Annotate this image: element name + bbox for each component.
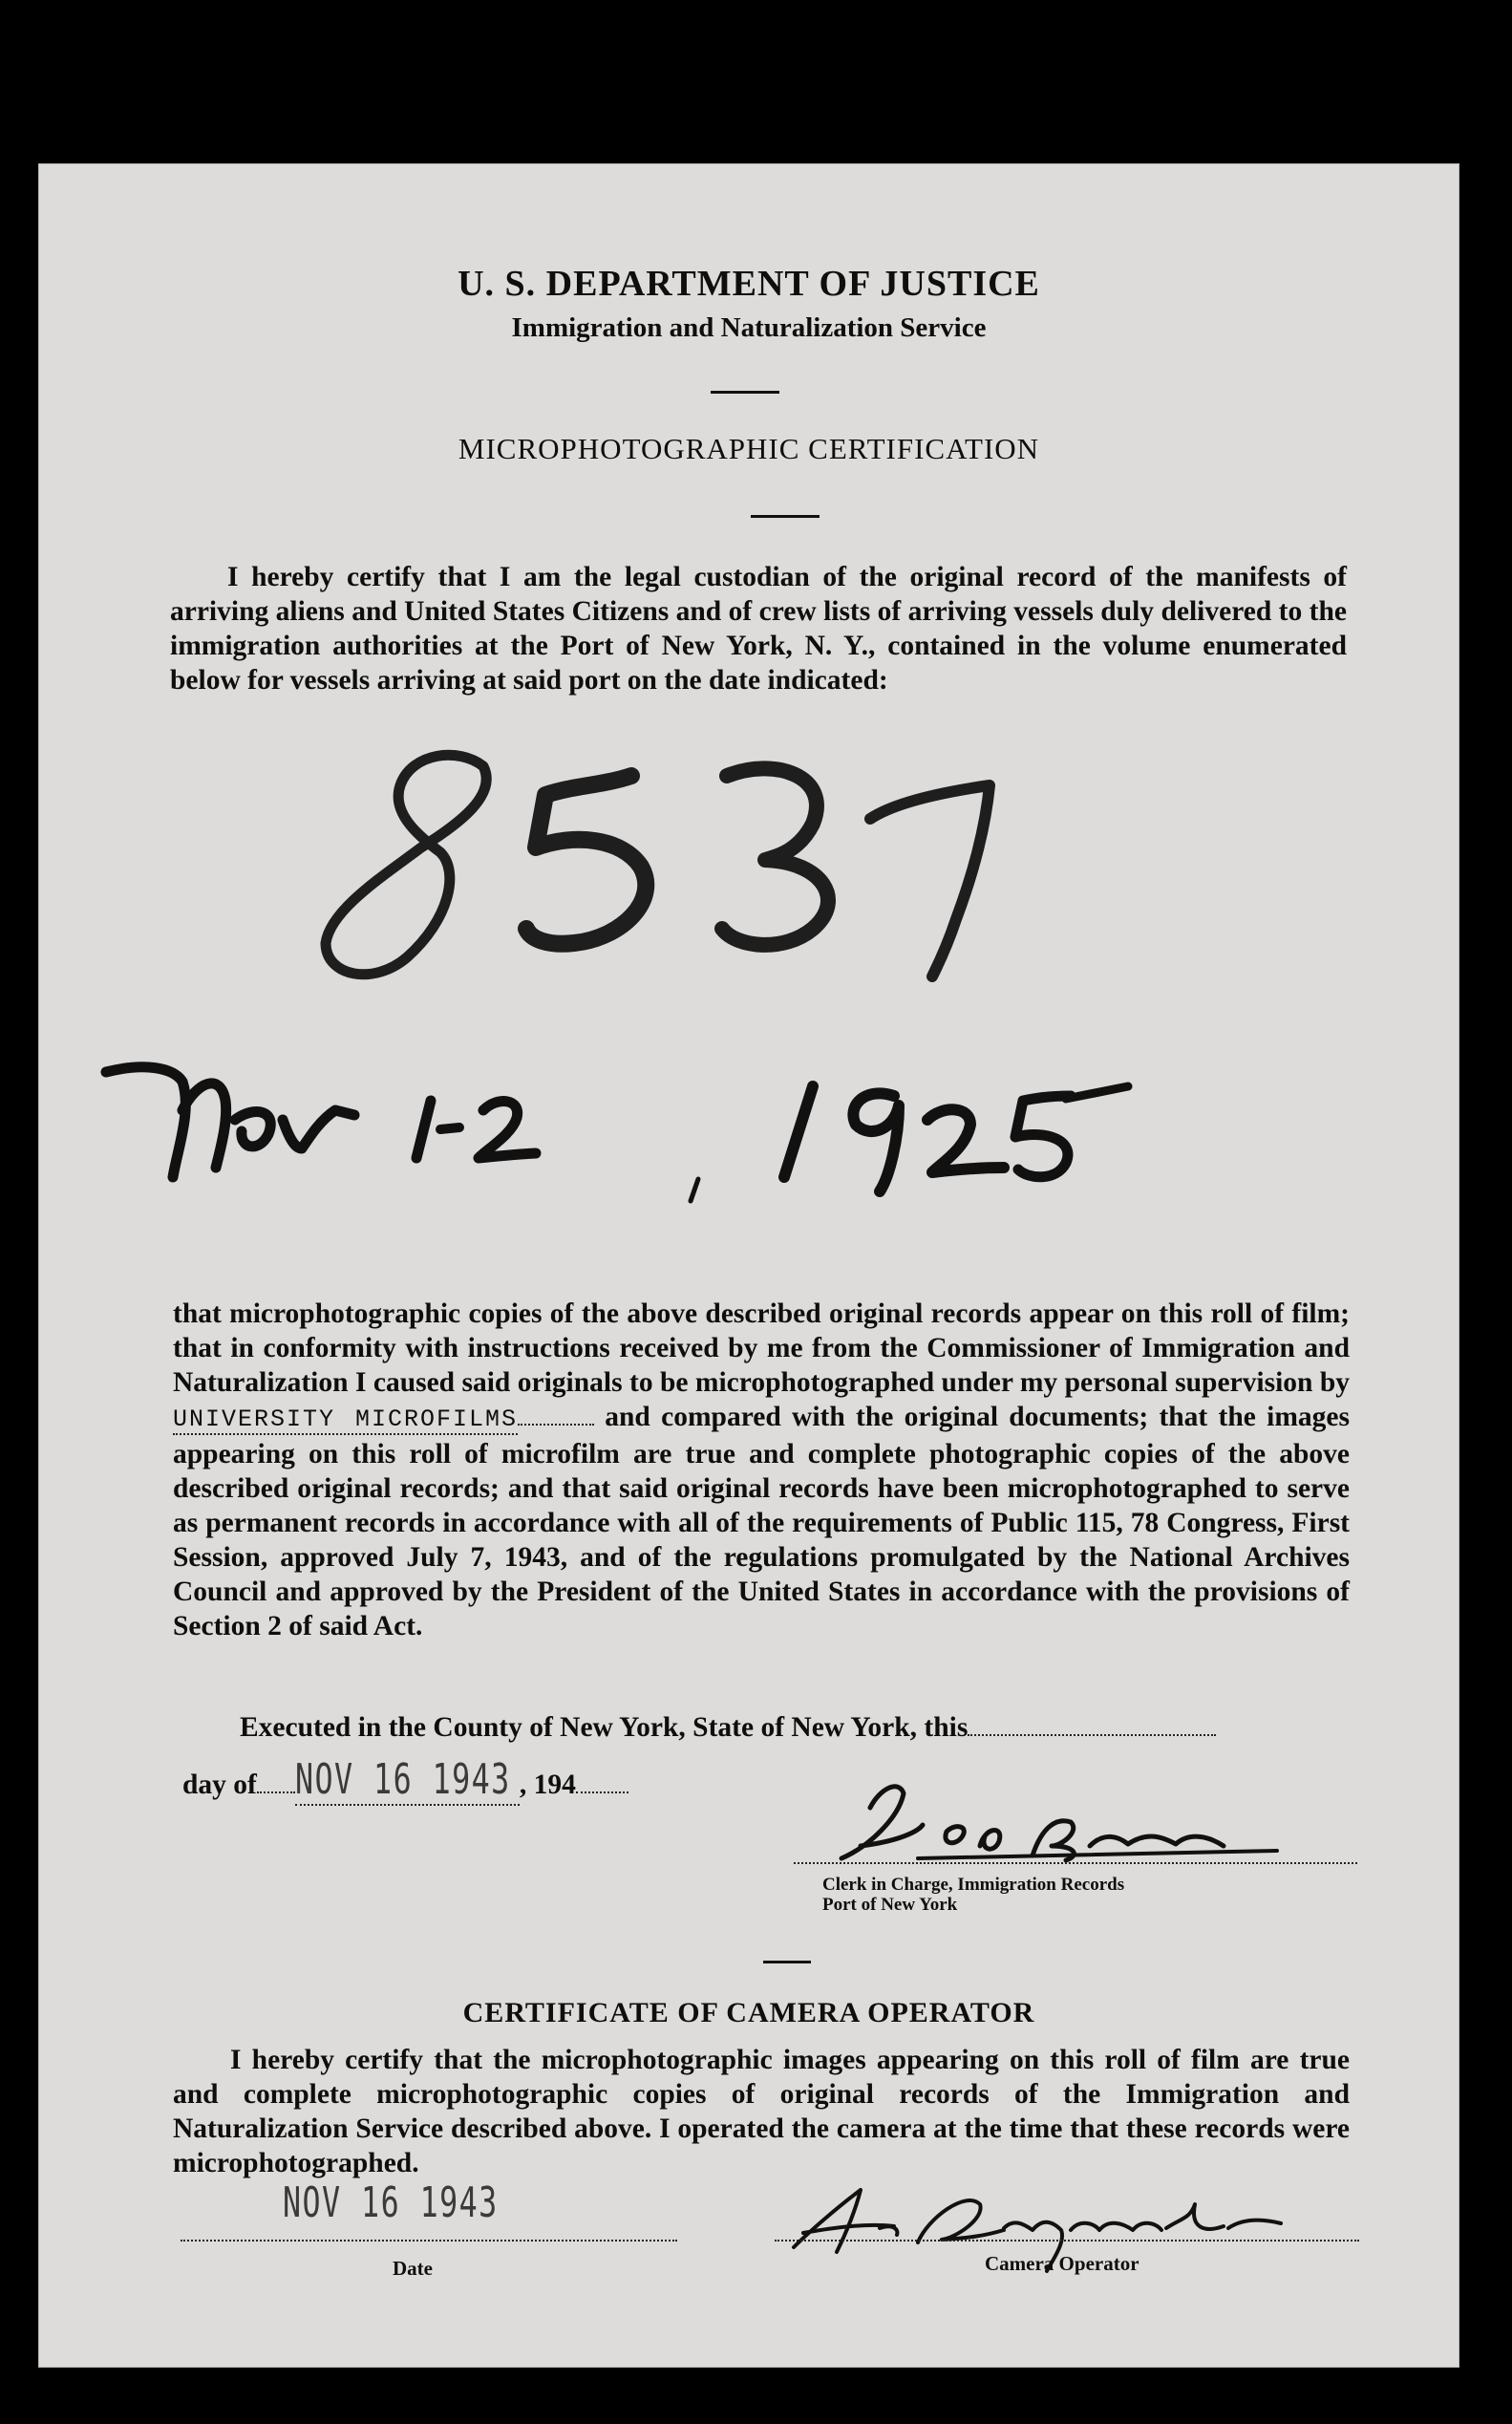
camera-operator-signature-line bbox=[775, 2240, 1359, 2242]
operator-date-stamp-text: NOV 16 1943 bbox=[283, 2178, 499, 2227]
date-label: Date bbox=[393, 2257, 433, 2280]
body-text-after: and compared with the original documents; that the images appearing on this roll of microfilm are true and complete photographic copies of the above described original records; and that said original records have been microphotographed to serve as permanent records in accordance with all of the requirements of Public 115, 78 Congress, First Session, approved July 7, 1943, and of the regulations promulgated by the National Archives Council and approved by the President of the United States in accordance with the provisions of Section 2 of said Act. bbox=[173, 1402, 1350, 1641]
department-title: U. S. DEPARTMENT OF JUSTICE bbox=[458, 264, 1040, 304]
certification-title: MICROPHOTOGRAPHIC CERTIFICATION bbox=[458, 432, 1040, 465]
execution-date-stamp: NOV 16 1943 bbox=[294, 1755, 511, 1804]
camera-operator-label: Camera Operator bbox=[985, 2252, 1139, 2275]
intro-paragraph: I hereby certify that I am the legal custodian of the original record of the manifests of arriving aliens and United States Citizens and of crew lists of arriving vessels duly delivered to the immigration authorities at the Port of New York, N. Y., contained in the volume enumerated below for vessels arriving at said port on the date indicated: bbox=[170, 562, 1347, 696]
camera-operator-title: CERTIFICATE OF CAMERA OPERATOR bbox=[462, 1997, 1035, 2028]
service-subtitle: Immigration and Naturalization Service bbox=[511, 312, 987, 343]
camera-operator-paragraph: I hereby certify that the microphotographic images appearing on this roll of film are true and complete microphotographic copies of original records of the Immigration and Naturalization Service described above. I operated the camera at the time that these records were microphotographed. bbox=[173, 2045, 1350, 2178]
day-of-label: day of bbox=[182, 1770, 257, 1800]
execution-text: Executed in the County of New York, State of New York, this bbox=[240, 1712, 969, 1743]
operator-signature bbox=[39, 164, 1459, 2367]
body-text-before: that microphotographic copies of the above described original records appear on this roll of film; that in conformity with instructions received by me from the Commissioner of Immigration and Naturalization I caused said originals to be microphotographed under my personal supervision by bbox=[173, 1298, 1350, 1398]
certificate-page bbox=[38, 163, 1459, 2368]
clerk-title-line1: Clerk in Charge, Immigration Records bbox=[822, 1875, 1125, 1895]
typed-company-name: UNIVERSITY MICROFILMS bbox=[173, 1405, 518, 1433]
year-prefix: , 194 bbox=[519, 1770, 576, 1800]
clerk-title-line2: Port of New York bbox=[822, 1895, 958, 1915]
